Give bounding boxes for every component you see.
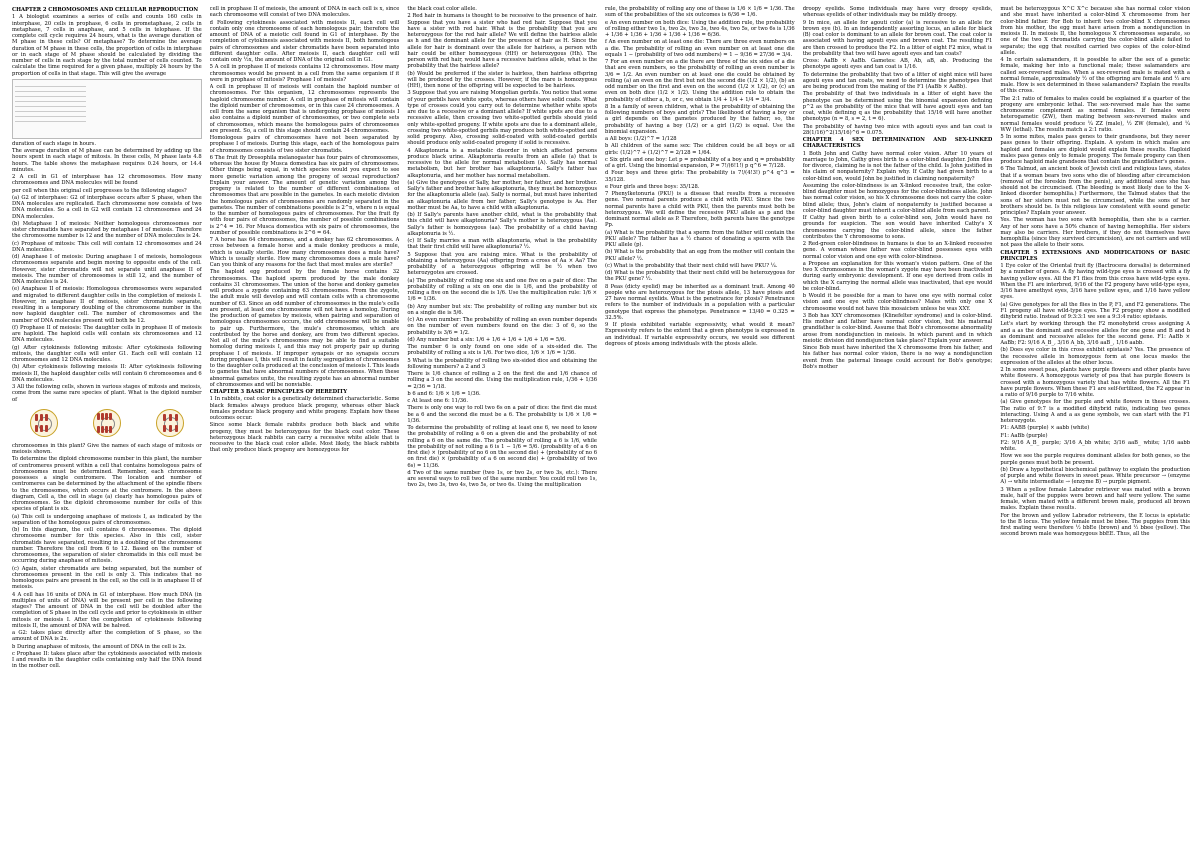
paragraph: The probability of having two mice with agouti eyes and tan coat is 28(1/16)^2(15/16)^6 = 0.075.	[802, 123, 993, 136]
table-area	[13, 80, 88, 138]
paragraph: 4 Alkaptonuria is a metabolic disorder in which affected persons produce black urine. Alkaptonuria results from an allele (a) that is recessive to the allele for normal metabolism (A). Sally has normal metabolism, but her brother has alkaptonuria. Sally's father has alkaptonuria, and her mother has normal metabolism.	[407, 147, 598, 179]
dividing-cell-1	[30, 409, 58, 437]
paragraph: 8 In a family of seven children, what is the probability of obtaining the following numbers of boys and girls? The likelihood of having a boy or a girl depends on the gametes produced by the father; so, the probability of having a boy (1/2) or a girl (1/2) is equal. Use the binomial expansion.	[605, 103, 795, 135]
paragraph: (c) If Sally marries a man with alkaptonuria, what is the probability that their first child will have alkaptonuria? ½.	[407, 238, 598, 251]
paragraph: rule, the probability of rolling any one of these is 1/6 × 1/6 = 1/36. The sum of the probabilities of the six outcomes is 6/36 = 1/6.	[605, 6, 795, 19]
paragraph: the black coat color allele.	[407, 6, 477, 12]
paragraph: A cell in prophase II of meiosis will contain the haploid number of chromosomes. For this organism, 12 chromosomes represents the haploid chromosome number. A cell in prophase of mitosis will contain the diploid number of chromosomes, or in this case 24 chromosomes. A cell from the same organism that is undergoing prophase of meiosis I also contains a diploid number of chromosomes, or two complete sets of chromosomes, which means the homologous pairs of chromosomes are present. So, a cell in this stage should contain 24 chromosomes.	[209, 84, 400, 134]
paragraph: Homologous pairs of chromosomes have not been separated by prophase I of meiosis. During this stage, each of the homologous pairs of chromosomes consists of two sister chromatids.	[209, 135, 400, 154]
paragraph: (a) This cell is undergoing anaphase of meiosis I, as indicated by the separation of the homologous pairs of chromosomes.	[12, 513, 202, 526]
paragraph: 2 Red hair in humans is thought to be recessive to the presence of hair. Suppose that you have a sister who had red hair. Suppose that you have a sister with red hair. What is the probability that you are heterozygous for the red hair allele? We will define the hairless allele as h and the dominant allele for the presence of hair as H. Since the allele for hair is dominant over the allele for hairless, a person with hair could be either homozygous (HH) or heterozygous (Hh). The person with red hair, would have a recessive hairless allele, what is the probability that the hairless allele?	[407, 13, 598, 70]
chromosome	[35, 414, 38, 421]
paragraph: (b) Metaphase I of meiosis: Neither homologous chromosomes nor sister chromatids have separated by metaphase I of meiosis. Therefore the chromosome number is 12 and the number of DNA molecules is 24.	[12, 220, 202, 240]
chromosome	[40, 414, 43, 421]
paragraph: Assuming the color-blindness is an X-linked recessive trait, the color-blind daughter must be homozygous for the color-blindness allele. John has normal color vision, so his X chromosome does not carry the color-blind allele; thus, John's claim of nonpaternity is justified because a color-blind daughter must inherit a color-blind allele from each parent.	[802, 182, 993, 214]
paragraph: (g) After cytokinesis following mitosis: After cytokinesis following mitosis, the daughter cells will enter G1. Each cell will contain 12 chromosomes and 12 DNA molecules.	[12, 344, 202, 363]
paragraph: Since Bob must have inherited the X chromosome from his father, and his father has normal color vision, there is no way a nondisjunction event from the paternal lineage could account for Bob's genotype; Bob's mother	[802, 345, 993, 370]
paragraph: a Propose an explanation for this woman's vision pattern. One of the two X chromosomes in the woman's zygote may have been inactivated during early embryonic development. If one eye derived from cells in which the X carrying the normal allele was inactivated, that eye would be color-blind.	[802, 260, 993, 292]
chromosome	[35, 425, 38, 432]
paragraph: a All boys: (1/2)^7 = 1/128	[605, 136, 677, 142]
text-column-3	[407, 6, 597, 849]
paragraph: 4 In certain salamanders, it is possible to alter the sex of a genetic female, making her into a functional male; these salamanders are called sex-reversed males. When a sex-reversed male is mated with a normal female, approximately ½ of the offspring are female and ½ are male. How is sex determined in these salamanders? Explain the results of this cross.	[1000, 57, 1191, 95]
text-column-5	[803, 6, 993, 849]
paragraph: (c) Again, sister chromatids are being separated, but the number of chromosomes present in the cell is only 3. This indicates that no homologous pairs are present in the cell, so the cell is in anaphase II of meiosis.	[12, 565, 202, 591]
chromosome	[40, 425, 43, 432]
paragraph: c Six girls and one boy: Let p = probability of a boy and q = probability of a girl. Using the binomial expansion, P = 7!/(6!1!) p q^6 = 7/128.	[605, 156, 795, 169]
paragraph: F1: AaBb (purple)	[1000, 432, 1048, 439]
table-cell	[15, 116, 33, 121]
paragraph: To determine the probability of rolling at least one 6, we need to know the probability of rolling a 6 on a given die and the probability of not rolling a 6 on the same die. The probability of rolling a 6 is 1/6, while the probability of not rolling a 6 is 1 − 1/6 = 5/6. (probability of a 6 on first die) × (probability of no 6 on the second die) + (probability of no 6 on first die) × (probability of a 6 on second die) + (probability of two 6s) = 11/36.	[407, 425, 598, 469]
paragraph: To determine the diploid chromosome number in this plant, the number of centromeres present within a cell that contains homologous pairs of chromosomes must be determined. Remember, each chromosome possesses a single centromere. The location and number of centromeres can be determined by the attachment of the spindle fibers to the chromosomes, which occurs at the centromere. In the above diagram, Cell a, the cell in stage (a) clearly has homologous pairs of chromosomes. So the diploid chromosome number for cells of this species of plant is six.	[12, 456, 202, 513]
column-container	[12, 6, 1190, 849]
paragraph: 5 Suppose that you are raising mice. What is the probability of obtaining a heterozygous (Aa) offspring from a cross of Aa × Aa? The probability of a heterozygous offspring will be ½ when two heterozygotes are crossed.	[407, 251, 598, 277]
paragraph: d Following cytokinesis associated with meiosis II, each cell will contain only one chromosome of each homologous pair; therefore the amount of DNA of a meiotic cell found in G1 of interphase. By the completion of cytokinesis associated with meiosis II, both homologous pairs of chromosomes and sister chromatids have been separated into different daughter cells. After meiosis II, each daughter cell will contain only ½x, the amount of DNA of the original cell in G1.	[209, 19, 400, 63]
paragraph: 7 For an even number on a die there are three of the six sides of a die that are even numbers, so the probability of rolling an even number is 3/6 = 1/2. An even number on at least one die could be obtained by rolling (a) an even on the first but not the second die (1/2 × 1/2), (b) an odd number on the first and even on the second (1/2 × 1/2), or (c) an even on both dice (1/2 × 1/2). Using the addition rule to obtain the probability of either a, b, or c, we obtain 1/4 + 1/4 + 1/4 = 3/4.	[605, 59, 795, 103]
paragraph: 5 A cell in prophase II of meiosis contains 12 chromosomes. How many chromosomes would be present in a cell from the same organism if it were in prophase of mitosis? Prophase I of meiosis?	[209, 64, 400, 83]
chromosome	[175, 425, 178, 432]
paragraph: (f) Prophase II of meiosis: The daughter cells in prophase II of meiosis are haploid. The haploid cells will contain six chromosomes and 12 DNA molecules.	[12, 324, 202, 344]
paragraph: 3 Bob has XXY chromosomes (Klinefelter syndrome) and is color-blind. His mother and father have normal color vision, but his maternal grandfather is color-blind. Assume that Bob's chromosome abnormality arose from nondisjunction in meiosis. In which parent and in which meiotic division did nondisjunction take place? Explain your answer.	[802, 312, 993, 344]
paragraph: 7 A horse has 64 chromosomes, and a donkey has 62 chromosomes. A cross between a female horse and a male donkey produces a mule, which is usually sterile. How many chromosomes does a mule have? Which is usually sterile. How many chromosomes does a mule have? Can you think of any reasons for the fact that most mules are sterile?	[209, 237, 400, 268]
chapter-heading: CHAPTER 5 EXTENSIONS AND MODIFICATIONS OF BASIC PRINCIPLES	[1000, 249, 1191, 262]
paragraph: 6 The fruit fly Drosophila melanogaster has four pairs of chromosomes, whereas the house fly Musca domestica has six pairs of chromosomes. Other things being equal, in which species would you expect to see more genetic variation among the progeny of sexual reproduction? Explain your answer. The amount of genetic variation among the progeny is related to the number of different combinations of chromosomes that are possible in the gametes. In each meiotic division the homologous pairs of chromosomes are randomly separated in the gametes. The number of combinations possible is 2^n, where n is equal to the number of homologous pairs of chromosomes. For the fruit fly with four pairs of chromosomes, the number of possible combinations is 2^4 = 16. For Musca domestica with six pairs of chromosomes, the number of possible combinations is 2^6 = 64.	[209, 154, 400, 236]
table-cell	[33, 116, 51, 121]
paragraph: (a) Give genotypes for the purple and white flowers in these crosses. The ratio of 9:7 is a modified dihybrid ratio, indicating two genes interacting. Using A and a as gene symbols, we can start with the F1 heterozygote.	[1000, 399, 1191, 424]
paragraph: (b) What is the probability that an egg from the mother will contain the PKU allele? ½.	[605, 249, 795, 262]
paragraph: 3 When a yellow female Labrador retriever was mated with a brown male, half of the puppies were brown and half were yellow. The same female, when mated with a different brown male, produced all brown males. Explain these results.	[1000, 486, 1191, 512]
paragraph: 1 Both John and Cathy have normal color vision. After 10 years of marriage to John, Cathy gives birth to a color-blind daughter. John files for divorce, claiming he is not the father of the child. Is John justified in his claim of nonpaternity? Explain why. If Cathy had given birth to a color-blind son, would John be justified in claiming nonpaternity?	[802, 150, 993, 182]
paragraph: e Four girls and three boys: 35/128.	[605, 183, 700, 190]
paragraph: How we see the purple requires dominant alleles for both genes, so the purple genes must both be present.	[1000, 453, 1191, 466]
paragraph: duration of each stage in hours.	[12, 140, 96, 147]
paragraph: Yes. The woman has two sons with hemophilia, then she is a carrier. Any of her sons have a 50% chance of having hemophilia. Her sisters may also be carriers. Her brothers, if they do not themselves have hemophilia (since they survived circumcision), are not carriers and will not pass the allele to their sons.	[1000, 217, 1191, 249]
paragraph: (b) Draw a hypothetical biochemical pathway to explain the production of purple and white flowers in sweet peas. White precursor → (enzyme A) → white intermediate → (enzyme B) → purple pigment.	[1000, 466, 1191, 486]
paragraph: F2: 9/16 A_B_ purple; 3/16 A_bb white; 3/16 aaB_ white; 1/16 aabb white.	[1000, 439, 1191, 452]
paragraph: cell in prophase II of meiosis, the amount of DNA in each cell is x, since each chromosome will consist of two DNA molecules.	[209, 6, 400, 19]
paragraph: f An even number on at least one die: There are three even numbers on a die. The probability of rolling an even number on at least one die equals 1 − (probability of two odd numbers) = 1 − 9/36 = 27/36 = 3/4.	[605, 39, 795, 58]
paragraph: (c) An even number: The probability of rolling an even number depends on the number of even numbers found on the die: 3 of 6, so the probability is 3/6 = 1/2.	[407, 317, 598, 336]
paragraph: (a) What is the probability that a sperm from the father will contain the PKU allele? The father has a ½ chance of donating a sperm with the PKU allele (p).	[605, 229, 795, 248]
paragraph: (b) If Sally's parents have another child, what is the probability that this child will have alkaptonuria? Sally's mother is heterozygous (Aa). Sally's father is homozygous (aa). The probability of a child having alkaptonuria is ½.	[407, 212, 598, 237]
paragraph: b 6 and 6: 1/6 × 1/6 = 1/36.	[407, 390, 481, 397]
chromosome	[169, 425, 172, 432]
paragraph: Let's start by working through the F2 monohybrid cross assigning A and a as the dominant and recessive alleles for one gene and B and b as dominant and recessive alleles for the second gene. F1: AaBb × AaBb; F2: 9/16 A_B_, 3/16 A_bb, 3/16 aaB_, 1/16 aabb.	[1000, 321, 1191, 346]
paragraph: 2 A cell in G1 of interphase has 12 chromosomes. How many chromosomes and DNA molecules will be found	[12, 174, 202, 187]
text-column-6	[1000, 6, 1190, 849]
paragraph: For the brown and yellow Labrador retrievers, the E locus is epistatic to the B locus. The yellow female must be bbee. The puppies from this first mating were therefore ½ bbEe (brown) and ½ bbee (yellow). The second brown male was homozygous bbEE. Thus, all the	[1000, 512, 1191, 538]
paragraph: a G2: takes place directly after the completion of S phase, so the amount of DNA is 2x.	[12, 630, 202, 643]
paragraph: 9 In mice, an allele for agouti color (a) is recessive to an allele for brown eye (b). In an independently assorting locus, an allele for black (B) coat color is dominant to an allele for brown coat. The coat color is associated with having agouti eyes and brown coat. The resulting F1 are then crossed to produce the F2. In a litter of eight F2 mice, what is the probability that two will have agouti eyes and tan coats?	[802, 19, 993, 57]
paragraph: The number 6 is only found on one side of a six-sided die. The probability of rolling a six is 1/6. For two dice, 1/6 × 1/6 = 1/36.	[407, 344, 598, 357]
paragraph: droopy eyelids. Some individuals may have very droopy eyelids, whereas eyelids of other individuals may be mildly droopy.	[802, 6, 993, 19]
paragraph: 2 Red-green color-blindness in humans is due to an X-linked recessive gene. A woman whose father was color-blind possesses eyes with normal color vision and one eye with color-blindness.	[802, 241, 993, 260]
paragraph: 7 Phenylketonuria (PKU) is a disease that results from a recessive gene. Two normal parents produce a child with PKU. Since the two normal parents have a child with PKU, then the parents must both be heterozygous. We will define the recessive PKU allele as p and the dominant normal allele as P. Therefore, both parents have the genotype Pp.	[605, 191, 795, 229]
paragraph: There is only one way to roll two 6s on a pair of dice: the first die must be a 6 and the second die must be a 6. The probability is 1/6 × 1/6 = 1/36.	[407, 405, 598, 424]
chromosome	[45, 414, 48, 421]
paragraph: P1: AABB (purple) × aabb (white)	[1000, 425, 1090, 432]
paragraph: 3 Suppose that you are raising Mongolian gerbils. You notice that some of your gerbils have white spots, whereas others have solid coats. What type of crosses could you carry out to determine whether white spots are due to a recessive or a dominant allele? If white spots are due to a recessive allele, then crossing two white-spotted gerbils should yield only white-spotted progeny. If white spots are due to a dominant allele, crossing two white-spotted gerbils may produce both white-spotted and solid progeny. Also, crossing solid-coated with solid-coated gerbils should produce only solid-coated progeny if solid is recessive.	[407, 90, 598, 147]
paragraph: 6 The Talmud, an ancient book of Jewish civil and religious laws, states that if a woman bears two sons who die of bleeding after circumcision (removal of the foreskin from the penis), any additional sons she has should not be circumcised. (The bleeding is most likely due to the X-linked disorder hemophilia.) Furthermore, the Talmud states that the sons of her sisters must not be circumcised, while the sons of her brothers should be. Is this religious law consistent with sound genetic principles? Explain your answer.	[1000, 166, 1191, 216]
paragraph: (b) Would be preferred if the sister is hairless, then hairless offspring will be produced by the crosses. However, if the mare is homozygous (HH), then none of the offspring will be expected to be hairless.	[407, 70, 598, 89]
paragraph: (h) After cytokinesis following meiosis II: After cytokinesis following meiosis II, the haploid daughter cells will contain 6 chromosomes and 6 DNA molecules.	[12, 364, 202, 383]
chapter-heading: CHAPTER 4 SEX DETERMINATION AND SEX-LINKED CHARACTERISTICS	[802, 137, 993, 150]
paragraph: The probability of that two individuals in a litter of eight have the phenotype can be determined using the binomial expansion defining p^2 as the probability of the mice that will have agouti eyes and tan coat, while defining q as the probability that 15/16 will have another phenotype (n = 8, s = 2, t = 6).	[802, 91, 993, 123]
chromosome	[109, 413, 112, 420]
paragraph: 1 In rabbits, coat color is a genetically determined characteristic. Some black females always produce black progeny, whereas other black females produce black progeny and white progeny. Explain how these outcomes occur.	[209, 396, 400, 421]
paragraph: 5 What is the probability of rolling two six-sided dice and obtaining the following numbers? a 2 and 3	[407, 357, 598, 370]
paragraph: (d) Any number but a six: 1/6 + 1/6 + 1/6 + 1/6 + 1/6 = 5/6.	[407, 336, 566, 343]
chromosome	[45, 425, 48, 432]
dividing-cell-2	[93, 409, 121, 437]
paragraph: (a) G2 of interphase: G2 of interphase occurs after S phase, when the DNA molecules are replicated. Each chromosome now consists of two DNA molecules. So a cell in G2 will contain 12 chromosomes and 24 DNA molecules.	[12, 194, 202, 220]
stage-table	[15, 82, 86, 122]
chromosome	[175, 414, 178, 421]
table-blank-area	[88, 80, 200, 138]
paragraph: (e) Anaphase II of meiosis: Homologous chromosomes were separated and migrated to different daughter cells in the completion of meiosis I. However, in anaphase II of meiosis, sister chromatids separate, resulting in a temporary doubling of the chromosome number in the now haploid daughter cell. The number of chromosomes and the number of DNA molecules present will both be 12.	[12, 286, 202, 324]
paragraph: 3 All the following cells, shown in various stages of mitosis and meiosis, come from the same rare species of plant. What is the diploid number of	[12, 384, 202, 403]
text-column-2	[210, 6, 400, 849]
chromosome	[97, 426, 100, 433]
chromosome	[169, 414, 172, 421]
paragraph: 1 A biologist examines a series of cells and counts 160 cells in interphase, 20 cells in prophase, 6 cells in prometaphase, 2 cells in metaphase, 7 cells in anaphase, and 5 cells in telophase. If the complete cell cycle requires 24 hours, what is the average duration of M phase in these cells? Of metaphase? To determine the average duration of M phase in these cells, the proportion of cells in interphase or in each stage of M phase should be calculated by dividing the number of cells in each stage by the total number of cells counted. To calculate the time required for a given phase, multiply 24 hours by the proportion of cells in that stage. This will give the average	[12, 14, 202, 77]
paragraph: e An even number on both dice: Using the addition rule, the probability of rolling either two 1s, two 2s, two 3s, two 4s, two 5s, or two 6s is 1/36 + 1/36 + 1/36 + 1/36 + 1/36 + 1/36 = 6/36.	[605, 19, 795, 38]
paragraph: 2 In some sweet peas, plants have purple flowers and other plants have white flowers. A homozygous variety of pea that has purple flowers is crossed with a homozygous variety that has white flowers. All the F1 have purple flowers. When these F1 are self-fertilized, the F2 appear in a ratio of 9/16 purple to 7/16 white.	[1000, 367, 1191, 398]
paragraph: (a) The probability of rolling one six and one five on a pair of dice: The probability of rolling a six on one die is 1/6, and the probability of rolling a five on the second die is 1/6. Use the multiplication rule: 1/6 × 1/6 = 1/36.	[407, 277, 598, 303]
paragraph: b During anaphase of mitosis, the amount of DNA in the cell is 2x.	[12, 643, 187, 650]
paragraph: (a) Give the genotypes of Sally, her mother, her father, and her brother. Sally's father and brother have alkaptonuria, they must be homozygous for the alkaptonuria allele (aa). Sally is normal, but must have inherited an alkaptonuria allele from her father; Sally's genotype is Aa. Her mother must be Aa, to have a child with alkaptonuria.	[407, 179, 598, 211]
paragraph: (b) In this diagram, the cell contains 6 chromosomes. The diploid chromosome number for this species. Also in this cell, sister chromatids have separated, resulting in a doubling of the chromosome number. Therefore the cell from 6 to 12. Based on the number of chromosomes, the separation of sister chromatids in this cell must be occurring during anaphase of mitosis.	[12, 527, 202, 565]
paragraph: 9 If ptosis exhibited variable expressivity, what would it mean? Expressivity refers to the extent that a given phenotype is expressed in an individual. If variable expressivity occurs, we would see different degrees of ptosis among individuals with the ptosis allele.	[605, 322, 795, 347]
chapter-heading: CHAPTER 2 CHROMOSOMES AND CELLULAR REPRODUCTION	[12, 7, 199, 13]
paragraph: (c) What is the probability that their next child will have PKU? ¼.	[605, 262, 778, 269]
paragraph: 4 A cell has 16 units of DNA in G1 of interphase. How much DNA (in multiples of units of DNA) will be present per cell in the following stages? The amount of DNA in the cell will be doubled after the completion of S phase in the cell cycle and prior to cytokinesis in either mitosis or meiosis I. After the completion of cytokinesis following mitosis II, the amount of DNA will be halved.	[12, 591, 202, 629]
table-row	[15, 116, 86, 121]
chromosome	[109, 426, 112, 433]
table-cell	[68, 116, 86, 121]
paragraph: To determine the probability that two of a litter of eight mice will have agouti eyes and tan coats, we need to determine the phenotypes that are being produced from the mating of the F1 (AaBb × AaBb).	[802, 71, 993, 90]
cell-stages-figure	[12, 405, 202, 441]
paragraph: (d) What is the probability that their next child will be heterozygous for the PKU gene? ½.	[605, 270, 795, 283]
paragraph: Since some black female rabbits produce both black and white progeny, they must be heterozygous for the black coat color. These heterozygous black rabbits can carry a recessive white allele that is recessive to the black coat color allele. Most likely, the black rabbits that only produce black progeny are homozygous for	[209, 422, 400, 454]
text-column-1	[12, 6, 202, 849]
paragraph: d Four boys and three girls: The probability is 7!/(4!3!) p^4 q^3 = 35/128.	[605, 170, 795, 183]
chromosome	[105, 413, 108, 420]
stage-duration-table-figure	[12, 79, 202, 139]
paragraph: 5 In some mites, males pass genes to their grandsons, but they never pass genes to their offspring. Explain. A system in which males are haploid and females are diploid would explain these results. Haploid males pass genes only to female progeny. The female progeny can then produce haploid male grandsons that contain the grandfather's genes.	[1000, 134, 1191, 165]
paragraph: c Prophase II: takes place after the cytokinesis associated with meiosis I and results in the daughter cells containing only half the DNA found in the mother cell.	[12, 650, 202, 670]
chromosome	[163, 414, 166, 421]
paragraph: d Two of the same number (two 1s, or two 2s, or two 3s, etc.): There are several ways to roll two of the same number. You could roll two 1s, two 2s, two 3s, two 4s, two 5s, or two 6s. Using the multiplication	[407, 469, 598, 489]
paragraph: If Cathy had given birth to a color-blind son, John would have no grounds for suspicion. The son would have inherited Cathy's X chromosome carrying the color-blind allele, since the father contributes the Y chromosome to sons.	[802, 215, 993, 240]
chapter-heading: CHAPTER 3 BASIC PRINCIPLES OF HEREDITY	[209, 389, 348, 395]
paragraph: must be heterozygous X^C X^c because she has normal color vision and she must have inherited a color-blind X chromosome from her color-blind father. For Bob to inherit two color-blind X chromosomes from his mother, the egg must have arisen from a nondisjunction in meiosis II. In meiosis II, the homologous X chromosomes separate, so one of the two X chromatids carrying the color-blind allele failed to separate; the egg that resulted carried two copies of the color-blind allele.	[1000, 6, 1191, 56]
paragraph: c At least one 6: 11/36.	[407, 398, 468, 404]
paragraph: 1 Eye color of the Oriental fruit fly (Bactrocera dorsalis) is determined by a number of genes. A fly having wild-type eyes is crossed with a fly having yellow eyes. All the F1 flies from this cross have wild-type eyes. When the F1 are interbred, 9/16 of the F2 progeny have wild-type eyes, 3/16 have amethyst eyes, 3/16 have yellow eyes, and 1/16 have yellow eyes.	[1000, 263, 1191, 301]
paragraph: per cell when this original cell progresses to the following stages?	[12, 187, 187, 194]
chromosome	[163, 425, 166, 432]
chromosome	[101, 413, 104, 420]
paragraph: The haploid egg produced by the female horse contains 32 chromosomes. The haploid sperm produced by the male donkey contains 31 chromosomes. The union of the horse and donkey gametes will produce a zygote containing 63 chromosomes. From the zygote, the adult mule will develop and will contain cells with a chromosome number of 63. Since an odd number of chromosomes in the mule's cells are present, at least one chromosome will not have a homolog. During the production of gametes by meiosis, when pairing and separation of homologous chromosomes occurs, the odd chromosome will be unable to pair up. Furthermore, the mule's chromosomes, which are contributed by the horse and donkey, are from two different species. Not all of the mule's chromosomes may be able to find a suitable homolog during meiosis I, and this may not properly pair up during prophase I of meiosis. If improper synapsis or no synapsis occurs during prophase I, this will result in faulty segregation of chromosomes to the daughter cells produced at the conclusion of meiosis I. This leads to gametes that have abnormal numbers of chromosomes. When these abnormal gametes unite, the resulting zygote has an abnormal number of chromosomes and will be nonviable.	[209, 269, 400, 388]
paragraph: chromosomes in this plant? Give the names of each stage of mitosis or meiosis shown.	[12, 442, 202, 455]
paragraph: The 2:1 ratio of females to males could be explained if a quarter of the progeny are embryonic lethal. The sex-reversed male has the same chromosome complement as normal females. If females were heterogametic (ZW), then mating between sex-reversed males and normal females would produce ¼ ZZ (male), ½ ZW (female), and ¼ WW (lethal). The results match a 2:1 ratio.	[1000, 95, 1191, 133]
paragraph: There is 1/6 chance of rolling a 2 on the first die and 1/6 chance of rolling a 3 on the second die. Using the multiplication rule, 1/36 + 1/36 = 2/36 = 1/18.	[407, 371, 598, 390]
table-cell	[51, 116, 69, 121]
text-column-4	[605, 6, 795, 849]
paragraph: (b) Does eye color in this cross exhibit epistasis? Yes. The presence of the recessive allele in homozygous form at one locus masks the expression of the alleles at the other locus.	[1000, 347, 1191, 366]
paragraph: The average duration of M phase can be determined by adding up the hours spent in each stage of mitosis. In these cells, M phase lasts 4.8 hours. The table shows the metaphase requires 0.24 hours, or 14.4 minutes.	[12, 148, 202, 173]
chromosome	[105, 426, 108, 433]
paragraph: 8 Peas (dicty eyelid) may be inherited as a dominant trait. Among 40 people who are heterozygous for the ptosis allele, 13 have ptosis and 27 have normal eyelids. What is the penetrance for ptosis? Penetrance refers to the number of individuals in a population with a particular genotype that express the phenotype. Penetrance = 13/40 = 0.325 = 32.5%.	[605, 283, 795, 321]
paragraph: (b) Any number but six: The probability of rolling any number but six on a single die is 5/6.	[407, 303, 598, 316]
paragraph: b Would it be possible for a man to have one eye with normal color vision and one eye with color-blindness? Males with only one X chromosome would not have this mosaicism unless he was XXY.	[802, 293, 993, 312]
paragraph: b All children of the same sex: The children could be all boys or all girls: (1/2)^7 + (1/2)^7 = 2/128 = 1/64.	[605, 143, 795, 156]
paragraph: (d) Anaphase I of meiosis: During anaphase I of meiosis, homologous chromosomes separate and begin moving to opposite ends of the cell. However, sister chromatids will not separate until anaphase II of meiosis. The number of chromosomes is still 12, and the number of DNA molecules is 24.	[12, 254, 202, 285]
paragraph: Cross: AaBb × AaBb. Gametes: AB, Ab, aB, ab. Producing the phenotype agouti eyes and tan coat is 1/16.	[802, 58, 993, 71]
paragraph: (a) Give genotypes for all the flies in the P, F1, and F2 generations. The F1 progeny all have wild-type eyes. The F2 progeny show a modified dihybrid ratio. Instead of 9:3:3:1 we see a 9:3:4 ratio: epistasis.	[1000, 301, 1191, 320]
chromosome	[101, 426, 104, 433]
chromosome	[97, 413, 100, 420]
paragraph: (c) Prophase of mitosis: This cell will contain 12 chromosomes and 24 DNA molecules.	[12, 240, 202, 253]
dividing-cell-3	[156, 409, 184, 437]
